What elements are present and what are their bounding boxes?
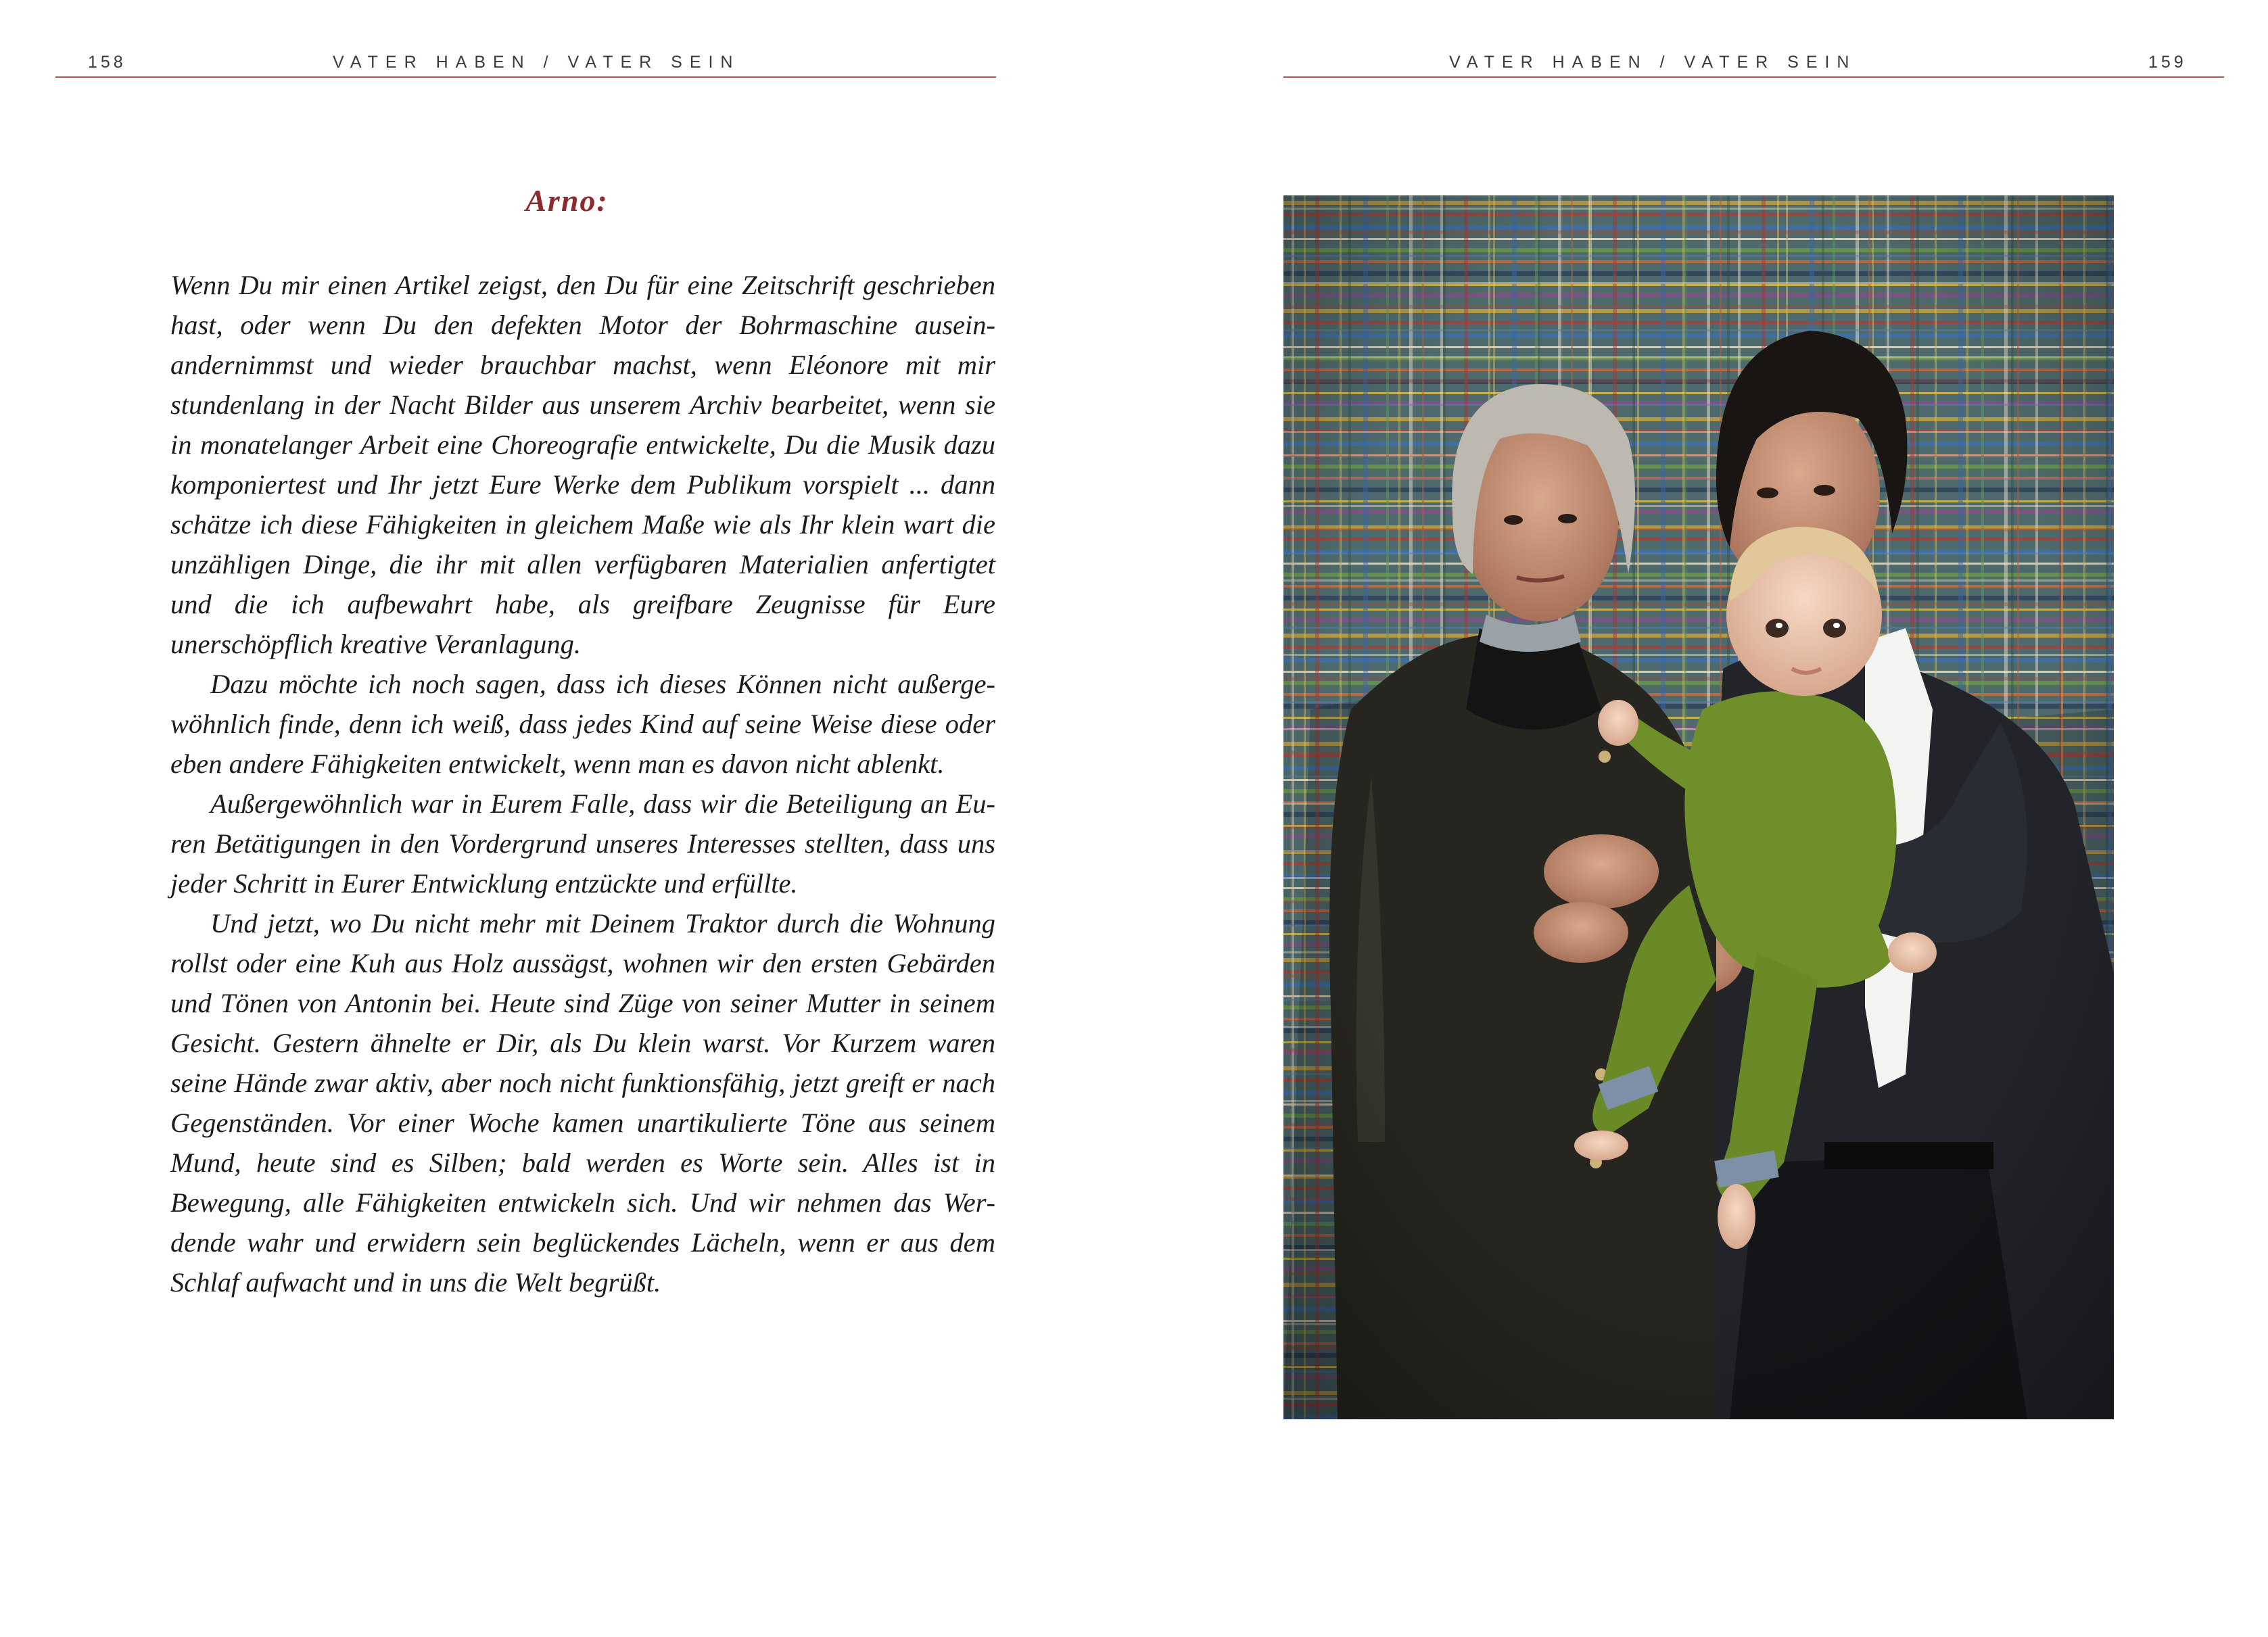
paragraph: Wenn Du mir einen Artikel zeigst, den Du für eine Zeitschrift geschrieben hast, oder wenn Du den defekten Motor der Bohrmaschine auseinandernimmst und wieder brauchbar machst, wenn Eléonore mit mir stundenlang in der Nacht Bilder aus unserem Archiv bearbeitet, wenn sie in monatelanger Arbeit eine Choreografie entwickelte, Du die Musik dazu komponiertest und Ihr jetzt Eure Werke dem Publikum vorspielt ... dann schätze ich diese Fähigkeiten in gleichem Maße wie als Ihr klein wart die unzähligen Dinge, die ihr mit allen verfügbaren Materialien anfertigtet und die ich aufbewahrt habe, als greifbare Zeugnisse für Eure unerschöpflich kreative Veranlagung. (170, 270, 995, 659)
page-number: 158 (88, 53, 126, 72)
running-head: VATER HABEN / VATER SEIN (333, 53, 740, 72)
family-photo (1283, 195, 2114, 1419)
header-rule (1283, 76, 2224, 78)
paragraph: Und jetzt, wo Du nicht mehr mit Deinem Traktor durch die Wohnung rollst oder eine Kuh aus Holz aussägst, wohnen wir den ersten Gebärden und Tönen von Antonin bei. Heute sind Züge von seiner Mutter in seinem Gesicht. Gestern ähnelte er Dir, als Du klein warst. Vor Kurzem waren seine Hände zwar aktiv, aber noch nicht funktionsfähig, jetzt greift er nach Gegenständen. Vor einer Woche kamen unartikulierte Töne aus seinem Mund, heute sind es Silben; bald werden es Worte sein. Alles ist in Bewegung, alle Fähigkeiten entwickeln sich. Und wir nehmen das Werdende wahr und erwidern sein beglückendes Lächeln, wenn er aus dem Schlaf aufwacht und in uns die Welt begrüßt. (170, 908, 995, 1298)
paragraph: Dazu möchte ich noch sagen, dass ich dieses Können nicht außergewöhnlich finde, denn ich weiß, dass jedes Kind auf seine Weise diese oder eben andere Fähigkeiten entwickelt, wenn man es davon nicht ablenkt. (170, 669, 995, 779)
section-heading: Arno: (525, 183, 609, 218)
paragraph: Außergewöhnlich war in Eurem Falle, dass wir die Beteiligung an Euren Betätigungen in den Vordergrund unseres Interesses stellten, dass uns jeder Schritt in Eurer Entwicklung entzückte und erfüllte. (170, 788, 995, 899)
right-page (1134, 0, 2268, 1637)
page-number: 159 (2148, 53, 2187, 72)
body-text (170, 265, 995, 1302)
running-head: VATER HABEN / VATER SEIN (1449, 53, 1857, 72)
header-rule (55, 76, 996, 78)
